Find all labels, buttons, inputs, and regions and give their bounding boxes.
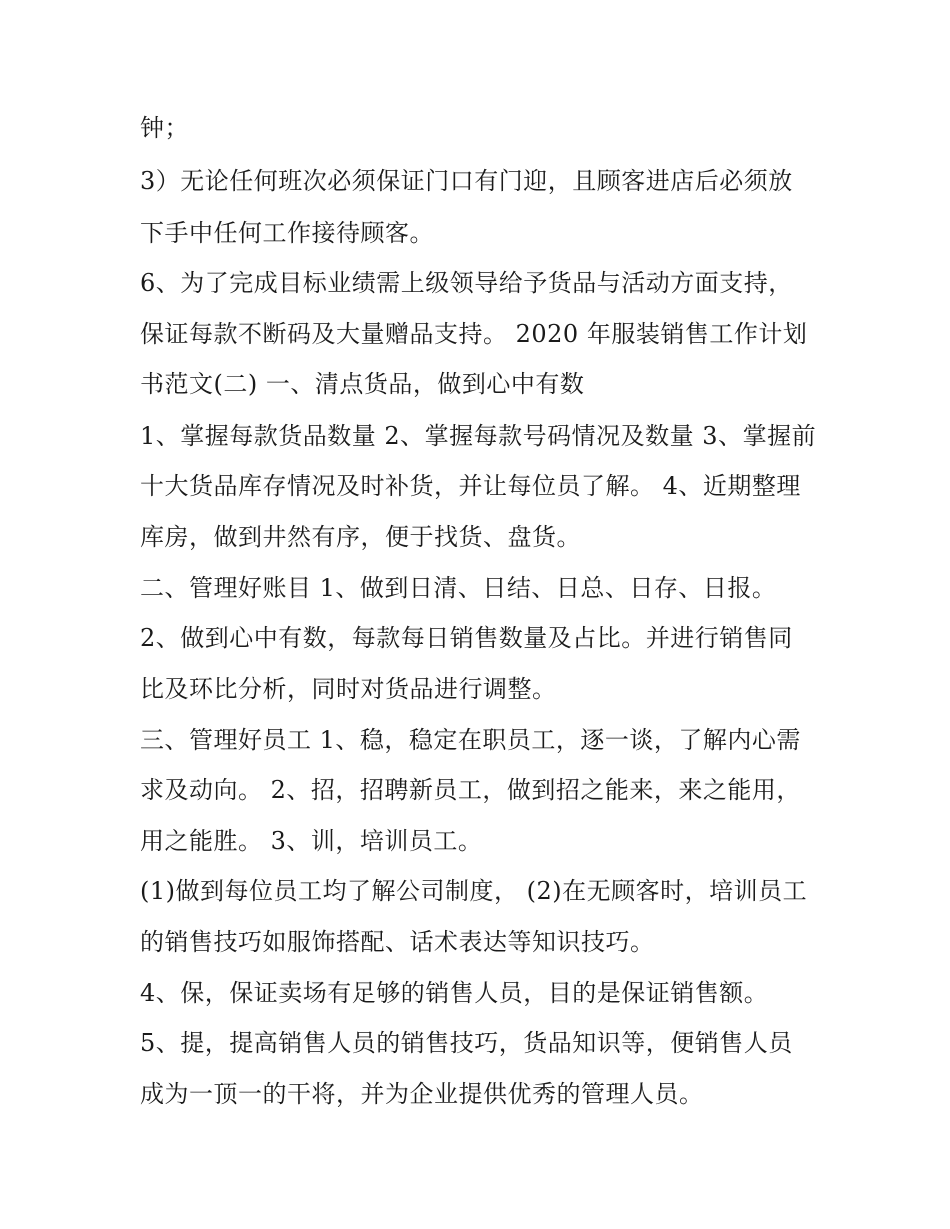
text-line: 比及环比分析，同时对货品进行调整。 xyxy=(140,675,557,703)
text-line: 用之能胜。 3、训，培训员工。 xyxy=(140,827,483,855)
text-line: 库房，做到井然有序，便于找货、盘货。 xyxy=(140,523,581,551)
text-line: 书范文(二) 一、清点货品，做到心中有数 xyxy=(140,370,585,398)
text-line: 4、保，保证卖场有足够的销售人员，目的是保证销售额。 xyxy=(140,979,769,1007)
text-line: 3）无论任何班次必须保证门口有门迎，且顾客进店后必须放 xyxy=(140,167,793,195)
text-line: 求及动向。 2、招，招聘新员工，做到招之能来，来之能用， xyxy=(140,776,801,804)
text-line: 成为一顶一的干将，并为企业提供优秀的管理人员。 xyxy=(140,1080,704,1108)
text-line: 保证每款不断码及大量赠品支持。 2020 年服装销售工作计划 xyxy=(140,320,808,348)
text-line: 钟； xyxy=(140,114,189,142)
text-line: 下手中任何工作接待顾客。 xyxy=(140,219,434,247)
text-line: 十大货品库存情况及时补货，并让每位员了解。 4、近期整理 xyxy=(140,472,801,500)
text-line: 1、掌握每款货品数量 2、掌握每款号码情况及数量 3、掌握前 xyxy=(140,422,817,450)
text-line: 6、为了完成目标业绩需上级领导给予货品与活动方面支持， xyxy=(140,269,793,297)
text-line: 2、做到心中有数，每款每日销售数量及占比。并进行销售同 xyxy=(140,624,793,652)
text-line: 的销售技巧如服饰搭配、话术表达等知识技巧。 xyxy=(140,928,655,956)
text-line: (1)做到每位员工均了解公司制度， (2)在无顾客时，培训员工 xyxy=(140,877,808,905)
text-line: 三、管理好员工 1、稳，稳定在职员工，逐一谈，了解内心需 xyxy=(140,726,801,754)
text-line: 5、提，提高销售人员的销售技巧，货品知识等，便销售人员 xyxy=(140,1029,793,1057)
text-line: 二、管理好账目 1、做到日清、日结、日总、日存、日报。 xyxy=(140,574,777,602)
